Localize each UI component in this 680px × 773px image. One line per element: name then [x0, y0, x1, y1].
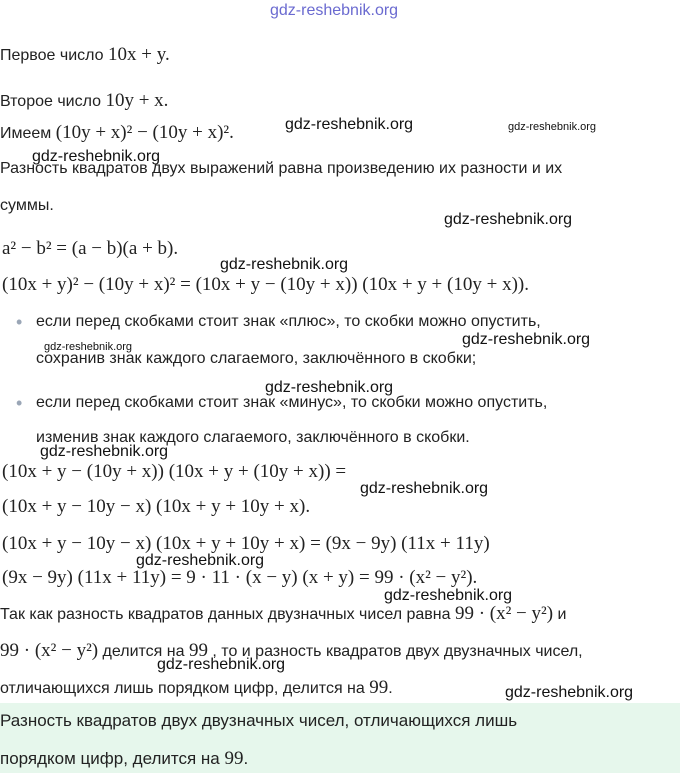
first-number-formula: 10x + y. — [108, 44, 170, 65]
watermark-2: gdz-reshebnik.org — [508, 121, 597, 133]
watermark-5: gdz-reshebnik.org — [220, 256, 349, 273]
conclusion-line-1 — [0, 603, 566, 625]
calc-line-2: (10x + y − 10y − x) (10x + y + 10y + x). — [2, 496, 311, 517]
site-link[interactable]: gdz-reshebnik.org — [270, 2, 399, 19]
watermark-12: gdz-reshebnik.org — [384, 587, 513, 604]
watermark-9: gdz-reshebnik.org — [40, 443, 169, 460]
calc-line-1: (10x + y − (10y + x)) (10x + y + (10y + x)) = — [2, 461, 347, 482]
have-formula: (10y + x)² − (10y + x)². — [55, 122, 234, 143]
conclusion-number-99-b: 99 — [369, 677, 389, 698]
watermark-10: gdz-reshebnik.org — [360, 480, 489, 497]
conclusion-line-3 — [0, 677, 393, 699]
watermark-13: gdz-reshebnik.org — [157, 656, 286, 673]
bullet-2-line1: если перед скобками стоит знак «минус», то скобки можно опустить, — [36, 394, 548, 411]
second-number-formula: 10y + x. — [105, 90, 169, 111]
first-number-line — [0, 44, 170, 66]
have-label: Имеем — [0, 125, 56, 142]
answer-number-99: 99 — [224, 748, 244, 769]
second-number-label: Второе число — [0, 93, 106, 110]
expanded-difference-formula: (10x + y)² − (10y + x)² = (10x + y − (10y + x)) (10x + y + (10y + x)). — [2, 274, 529, 295]
first-number-label: Первое число — [0, 47, 108, 64]
have-line — [0, 122, 234, 144]
watermark-7: gdz-reshebnik.org — [462, 331, 591, 348]
answer-text-2: порядком цифр, делится на — [0, 749, 225, 768]
conclusion-formula-1: 99 · (x² − y²) — [454, 603, 554, 624]
watermark-14: gdz-reshebnik.org — [505, 684, 634, 701]
calc-line-3: (10x + y − 10y − x) (10x + y + 10y + x) = (9x − 9y) (11x + 11y) — [2, 533, 490, 554]
bullet-dot-2: • — [16, 393, 23, 413]
watermark-8: gdz-reshebnik.org — [265, 379, 394, 396]
conclusion-line-2 — [0, 640, 583, 662]
watermark-3: gdz-reshebnik.org — [32, 148, 161, 165]
answer-period: . — [243, 749, 249, 768]
answer-line-2 — [0, 748, 248, 770]
conclusion-text-3: отличающихся лишь порядком цифр, делится на — [0, 680, 370, 697]
conclusion-text-1: Так как разность квадратов данных двузначных чисел равна — [0, 606, 455, 623]
difference-of-squares-rule-line2: суммы. — [0, 197, 54, 214]
bullet-1-line2: сохранив знак каждого слагаемого, заключённого в скобки; — [36, 350, 477, 367]
conclusion-and: и — [553, 606, 567, 623]
watermark-11: gdz-reshebnik.org — [136, 552, 265, 569]
conclusion-number-99: 99 — [188, 640, 208, 661]
watermark-1: gdz-reshebnik.org — [285, 116, 414, 133]
conclusion-formula-2: 99 · (x² − y²) — [0, 640, 99, 661]
watermark-4: gdz-reshebnik.org — [444, 211, 573, 228]
difference-of-squares-formula: a² − b² = (a − b)(a + b). — [2, 238, 179, 259]
calc-line-4: (9x − 9y) (11x + 11y) = 9 · 11 · (x − y) (x + y) = 99 · (x² − y²). — [2, 567, 478, 588]
bullet-dot-1: • — [16, 312, 23, 332]
bullet-1-line1: если перед скобками стоит знак «плюс», то скобки можно опустить, — [36, 313, 541, 330]
bullet-2-line2: изменив знак каждого слагаемого, заключённого в скобки. — [36, 429, 470, 446]
second-number-line — [0, 90, 168, 112]
conclusion-period: . — [388, 680, 393, 697]
answer-line-1: Разность квадратов двух двузначных чисел, отличающихся лишь — [0, 711, 518, 730]
watermark-6: gdz-reshebnik.org — [44, 341, 133, 353]
conclusion-text-2a: делится на — [98, 643, 189, 660]
conclusion-text-2b: , то и разность квадратов двух двузначных чисел, — [207, 643, 583, 660]
difference-of-squares-rule-line1: Разность квадратов двух выражений равна произведению их разности и их — [0, 160, 563, 177]
